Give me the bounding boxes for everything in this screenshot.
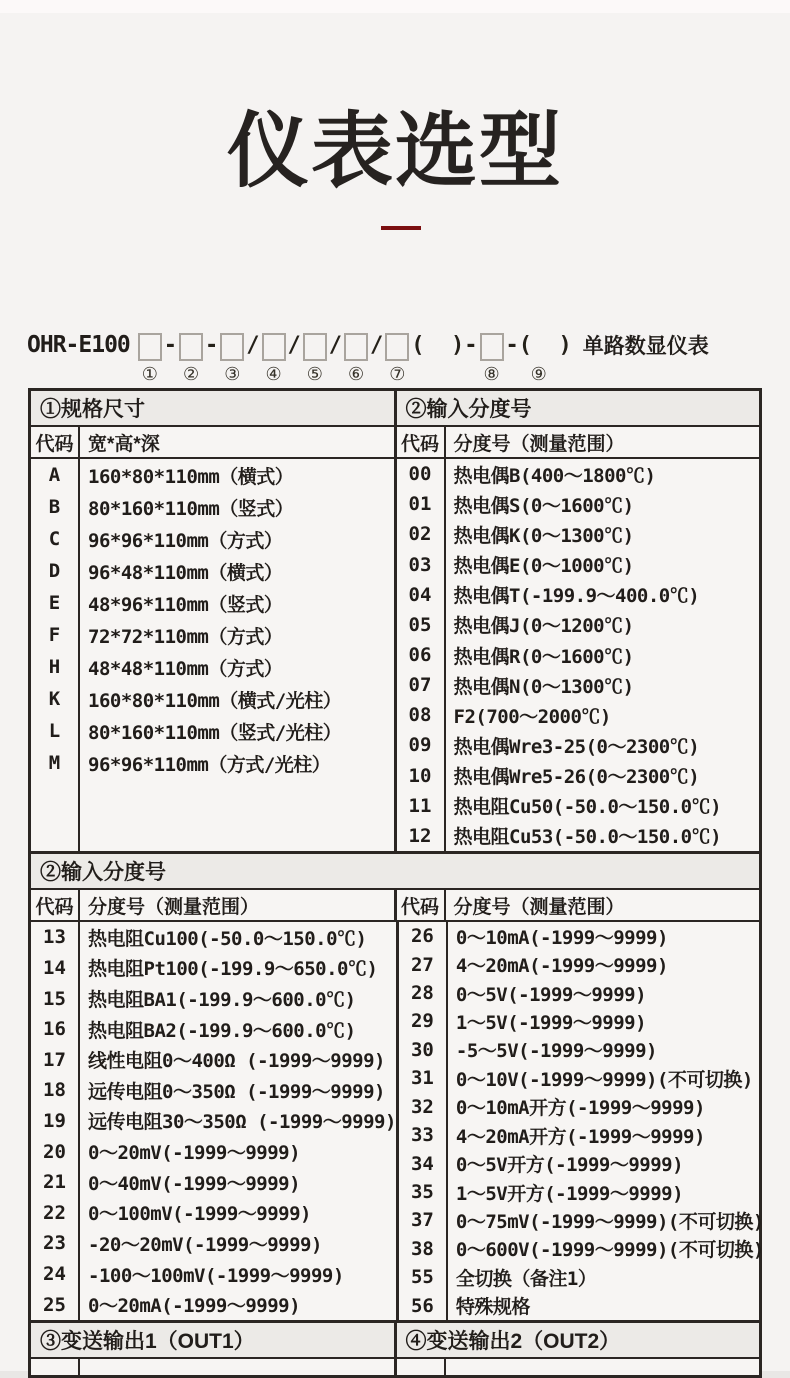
model-code-box: /	[370, 333, 384, 358]
section2-left-column-headers	[31, 890, 397, 920]
model-position-number: ⑧	[483, 364, 500, 385]
table-row	[397, 821, 760, 851]
table-row	[399, 1007, 764, 1035]
model-code-segment	[370, 330, 383, 364]
row-label: 48*96*110mm（竖式）	[88, 593, 283, 616]
row-label: 热电阻BA1(-199.9～600.0℃)	[88, 989, 356, 1012]
model-code-segment	[506, 330, 572, 385]
section3-header-row	[31, 1320, 759, 1359]
table-row	[397, 700, 760, 730]
model-code-segment	[480, 330, 504, 385]
row-label: 4～20mA开方(-1999～9999)	[455, 1125, 705, 1148]
row-label: 1～5V(-1999～9999)	[455, 1011, 647, 1034]
row-label: 热电偶J(0～1200℃)	[453, 615, 634, 638]
table-row	[397, 519, 760, 549]
row-label: 4～20mA(-1999～9999)	[455, 955, 668, 978]
section3-partial-row	[31, 1359, 759, 1375]
section2-right-table	[399, 922, 764, 1320]
row-code: 04	[397, 580, 446, 610]
row-code: 16	[31, 1014, 80, 1045]
table-row	[31, 1075, 396, 1106]
row-label: 0～75mV(-1999～9999)(不可切换)	[455, 1210, 764, 1233]
model-code-box: -( )	[505, 333, 572, 358]
row-code: 31	[399, 1064, 448, 1092]
table-row	[399, 1064, 764, 1092]
row-label: 0～10mA(-1999～9999)	[455, 926, 668, 949]
section1-left-column-headers	[31, 427, 397, 457]
table-row	[31, 1289, 396, 1320]
row-label: -100～100mV(-1999～9999)	[88, 1264, 344, 1287]
row-label: 热电偶B(400～1800℃)	[453, 464, 656, 487]
row-label: 0～5V开方(-1999～9999)	[455, 1154, 684, 1177]
table-row	[397, 670, 760, 700]
model-position-number: ⑤	[306, 364, 323, 385]
row-label: 0～20mA(-1999～9999)	[88, 1295, 301, 1318]
column-header-code: 代码	[397, 890, 446, 920]
model-code-segment	[220, 330, 244, 385]
column-header-range: 分度号（测量范围）	[453, 896, 625, 918]
row-code: E	[31, 587, 80, 619]
title-underline	[381, 226, 421, 230]
table-row	[399, 1235, 764, 1263]
row-label: 线性电阻0～400Ω (-1999～9999)	[88, 1050, 385, 1073]
model-prefix: OHR-E100	[27, 332, 130, 358]
row-code: 35	[399, 1178, 448, 1206]
row-label: 热电阻BA2(-199.9～600.0℃)	[88, 1019, 356, 1042]
model-code-box	[303, 333, 327, 361]
model-position-number: ⑨	[530, 364, 547, 385]
row-code: 03	[397, 549, 446, 579]
model-code-box	[385, 333, 409, 361]
model-code-segment	[329, 330, 342, 364]
row-code: 01	[397, 489, 446, 519]
row-code: 07	[397, 670, 446, 700]
row-label: 热电阻Cu50(-50.0～150.0℃)	[453, 796, 722, 819]
model-code-box: /	[287, 333, 301, 358]
table-row	[397, 580, 760, 610]
table-row	[31, 922, 396, 953]
table-row	[31, 619, 394, 651]
section2-header-row	[31, 851, 759, 890]
model-code-box: /	[246, 333, 260, 358]
selection-table	[28, 388, 762, 1378]
section1-left-title: ①规格尺寸	[31, 391, 397, 425]
row-label: 热电偶N(0～1300℃)	[453, 675, 634, 698]
column-header-code: 代码	[31, 427, 80, 457]
row-code: 19	[31, 1106, 80, 1137]
model-code-segments	[137, 330, 573, 385]
section1-left-table	[31, 459, 397, 851]
row-code: B	[31, 491, 80, 523]
column-header-code: 代码	[31, 890, 80, 920]
model-code-box: ( )-	[411, 333, 478, 358]
table-row	[31, 491, 394, 523]
table-row	[31, 523, 394, 555]
row-label: F2(700～2000℃)	[453, 705, 611, 728]
model-code-segment	[385, 330, 409, 385]
row-label: 特殊规格	[455, 1296, 530, 1319]
section3-right-partial	[397, 1359, 760, 1375]
column-header-range: 分度号（测量范围）	[453, 433, 625, 455]
table-row	[399, 950, 764, 978]
table-row	[31, 747, 394, 779]
row-code: 30	[399, 1036, 448, 1064]
model-code-box	[344, 333, 368, 361]
row-label: 0～600V(-1999～9999)(不可切换)	[455, 1239, 764, 1262]
row-code: 17	[31, 1044, 80, 1075]
table-row	[31, 953, 396, 984]
row-code: 12	[397, 821, 446, 851]
row-label: 96*96*110mm（方式）	[88, 529, 283, 552]
model-code-box	[220, 333, 244, 361]
section2-left-table	[31, 922, 399, 1320]
row-code: C	[31, 523, 80, 555]
row-code: D	[31, 555, 80, 587]
model-code-box	[138, 333, 162, 361]
table-row	[397, 791, 760, 821]
row-code: F	[31, 619, 80, 651]
row-code: 22	[31, 1197, 80, 1228]
row-label: 80*160*110mm（竖式/光柱）	[88, 721, 342, 744]
model-code-segment	[246, 330, 259, 364]
row-code: 55	[399, 1263, 448, 1291]
row-code: 23	[31, 1228, 80, 1259]
table-row	[399, 1093, 764, 1121]
section2-body	[31, 922, 764, 1320]
model-code-box: -	[163, 333, 178, 358]
row-code: 11	[397, 791, 446, 821]
model-code-box	[179, 333, 203, 361]
section3-right-title: ④变送输出2（OUT2）	[405, 1330, 621, 1353]
table-row	[397, 459, 760, 489]
row-label: 0～5V(-1999～9999)	[455, 983, 647, 1006]
row-code: 34	[399, 1149, 448, 1177]
row-label: 热电阻Cu53(-50.0～150.0℃)	[453, 826, 722, 849]
row-label: 远传电阻0～350Ω (-1999～9999)	[88, 1080, 385, 1103]
model-code-segment	[411, 330, 477, 364]
row-code: 21	[31, 1167, 80, 1198]
code-column-divider	[31, 779, 80, 851]
row-label: 热电阻Pt100(-199.9～650.0℃)	[88, 958, 378, 981]
model-code-segment	[303, 330, 327, 385]
row-label: 1～5V开方(-1999～9999)	[455, 1182, 684, 1205]
table-row	[31, 651, 394, 683]
model-position-number: ⑦	[389, 364, 406, 385]
section1-body	[31, 459, 759, 851]
row-label: 96*48*110mm（横式）	[88, 561, 283, 584]
row-label: 热电偶E(0～1000℃)	[453, 555, 634, 578]
row-label: 热电阻Cu100(-50.0～150.0℃)	[88, 927, 367, 950]
model-code-box	[262, 333, 286, 361]
table-row	[31, 1228, 396, 1259]
row-code: A	[31, 459, 80, 491]
row-label: 全切换（备注1）	[455, 1267, 597, 1290]
table-row	[399, 1036, 764, 1064]
section2-right-column-headers	[397, 890, 760, 920]
model-position-number: ③	[224, 364, 241, 385]
table-row	[397, 610, 760, 640]
row-code: M	[31, 747, 80, 779]
row-label: 96*96*110mm（方式/光柱）	[88, 753, 331, 776]
row-label: 热电偶K(0～1300℃)	[453, 524, 634, 547]
row-label: 0～40mV(-1999～9999)	[88, 1172, 301, 1195]
row-code: 32	[399, 1093, 448, 1121]
table-row	[31, 459, 394, 491]
section3-left-partial	[31, 1359, 397, 1375]
section1-right-table	[397, 459, 760, 851]
section1-header-row	[31, 391, 759, 427]
row-label: 0～10V(-1999～9999)(不可切换)	[455, 1068, 753, 1091]
row-code: 15	[31, 983, 80, 1014]
model-code-line	[27, 330, 772, 385]
model-suffix: 单路数显仪表	[582, 335, 709, 358]
table-row	[31, 1197, 396, 1228]
table-row	[399, 1121, 764, 1149]
row-code: 20	[31, 1136, 80, 1167]
row-code: 09	[397, 730, 446, 760]
row-label: 160*80*110mm（横式）	[88, 465, 294, 488]
row-code: 13	[31, 922, 80, 953]
top-strip	[0, 0, 790, 13]
table-row	[31, 555, 394, 587]
row-label: 48*48*110mm（方式）	[88, 657, 283, 680]
size-code-rows	[31, 459, 394, 779]
table-row	[397, 640, 760, 670]
empty-rows-filler	[31, 779, 394, 851]
section1-right-title: ②输入分度号	[405, 398, 532, 421]
model-code-segment	[344, 330, 368, 385]
row-code: 06	[397, 640, 446, 670]
table-row	[397, 761, 760, 791]
table-row	[399, 979, 764, 1007]
model-code-segment	[179, 330, 203, 385]
row-code: 28	[399, 979, 448, 1007]
table-row	[31, 683, 394, 715]
row-code: 00	[397, 459, 446, 489]
model-position-number: ①	[141, 364, 158, 385]
table-row	[31, 1106, 396, 1137]
row-label: 0～10mA开方(-1999～9999)	[455, 1097, 705, 1120]
row-code: H	[31, 651, 80, 683]
row-code: 05	[397, 610, 446, 640]
model-position-number: ②	[182, 364, 200, 385]
row-label: 72*72*110mm（方式）	[88, 625, 283, 648]
model-code-segment	[288, 330, 301, 364]
column-header-code: 代码	[397, 427, 446, 457]
table-row	[397, 489, 760, 519]
table-row	[397, 549, 760, 579]
row-code: 24	[31, 1259, 80, 1290]
model-code-segment	[164, 330, 177, 364]
row-code: K	[31, 683, 80, 715]
row-code: 10	[397, 761, 446, 791]
section2-title: ②输入分度号	[40, 861, 166, 884]
row-label: -20～20mV(-1999～9999)	[88, 1233, 322, 1256]
input-code-rows	[31, 922, 396, 1320]
row-label: 热电偶R(0～1600℃)	[453, 645, 634, 668]
row-label: 80*160*110mm（竖式）	[88, 497, 294, 520]
model-code-box: /	[328, 333, 343, 358]
row-label: 160*80*110mm（横式/光柱）	[88, 689, 342, 712]
page-title: 仪表选型	[226, 104, 563, 199]
table-row	[31, 1167, 396, 1198]
row-code: 14	[31, 953, 80, 984]
row-label: 热电偶Wre3-25(0～2300℃)	[453, 735, 700, 758]
row-code: 18	[31, 1075, 80, 1106]
table-row	[31, 1014, 396, 1045]
code-column-divider	[31, 1359, 80, 1375]
row-label: 0～20mV(-1999～9999)	[88, 1142, 301, 1165]
row-code: 25	[31, 1289, 80, 1320]
section1-column-headers	[31, 427, 759, 459]
model-position-number: ⑥	[347, 364, 365, 385]
row-label: 0～100mV(-1999～9999)	[88, 1203, 311, 1226]
row-code: 26	[399, 922, 448, 950]
table-row	[399, 1263, 764, 1291]
row-code: 33	[399, 1121, 448, 1149]
table-row	[399, 1291, 764, 1319]
table-row	[31, 1259, 396, 1290]
table-row	[31, 1044, 396, 1075]
row-label: 远传电阻30～350Ω (-1999～9999)	[88, 1111, 396, 1134]
row-label: 热电偶Wre5-26(0～2300℃)	[453, 766, 700, 789]
row-code: 02	[397, 519, 446, 549]
code-column-divider	[397, 1359, 446, 1375]
table-row	[31, 983, 396, 1014]
column-header-size: 宽*高*深	[88, 433, 160, 455]
model-code-box	[480, 333, 504, 361]
section1-right-column-headers	[397, 427, 760, 457]
row-code: 37	[399, 1206, 448, 1234]
column-header-range: 分度号（测量范围）	[88, 896, 260, 918]
model-position-number: ④	[265, 364, 282, 385]
row-code: 38	[399, 1235, 448, 1263]
row-code: 56	[399, 1291, 448, 1319]
table-row	[399, 1149, 764, 1177]
table-row	[399, 922, 764, 950]
table-row	[397, 730, 760, 760]
row-label: -5～5V(-1999～9999)	[455, 1040, 657, 1063]
row-code: 08	[397, 700, 446, 730]
row-code: L	[31, 715, 80, 747]
input-code-rows	[397, 459, 760, 851]
row-label: 热电偶S(0～1600℃)	[453, 494, 634, 517]
section2-column-headers	[31, 890, 759, 922]
model-code-segment	[205, 330, 218, 364]
table-row	[399, 1178, 764, 1206]
row-code: 27	[399, 950, 448, 978]
table-row	[399, 1206, 764, 1234]
table-row	[31, 587, 394, 619]
model-code-segment	[262, 330, 286, 385]
section3-left-title: ③变送输出1（OUT1）	[31, 1323, 397, 1357]
table-row	[31, 1136, 396, 1167]
table-row	[31, 715, 394, 747]
row-label: 热电偶T(-199.9～400.0℃)	[453, 585, 700, 608]
input-code-rows	[399, 922, 764, 1320]
row-code: 29	[399, 1007, 448, 1035]
model-code-box: -	[205, 333, 219, 358]
model-code-segment	[138, 330, 162, 385]
